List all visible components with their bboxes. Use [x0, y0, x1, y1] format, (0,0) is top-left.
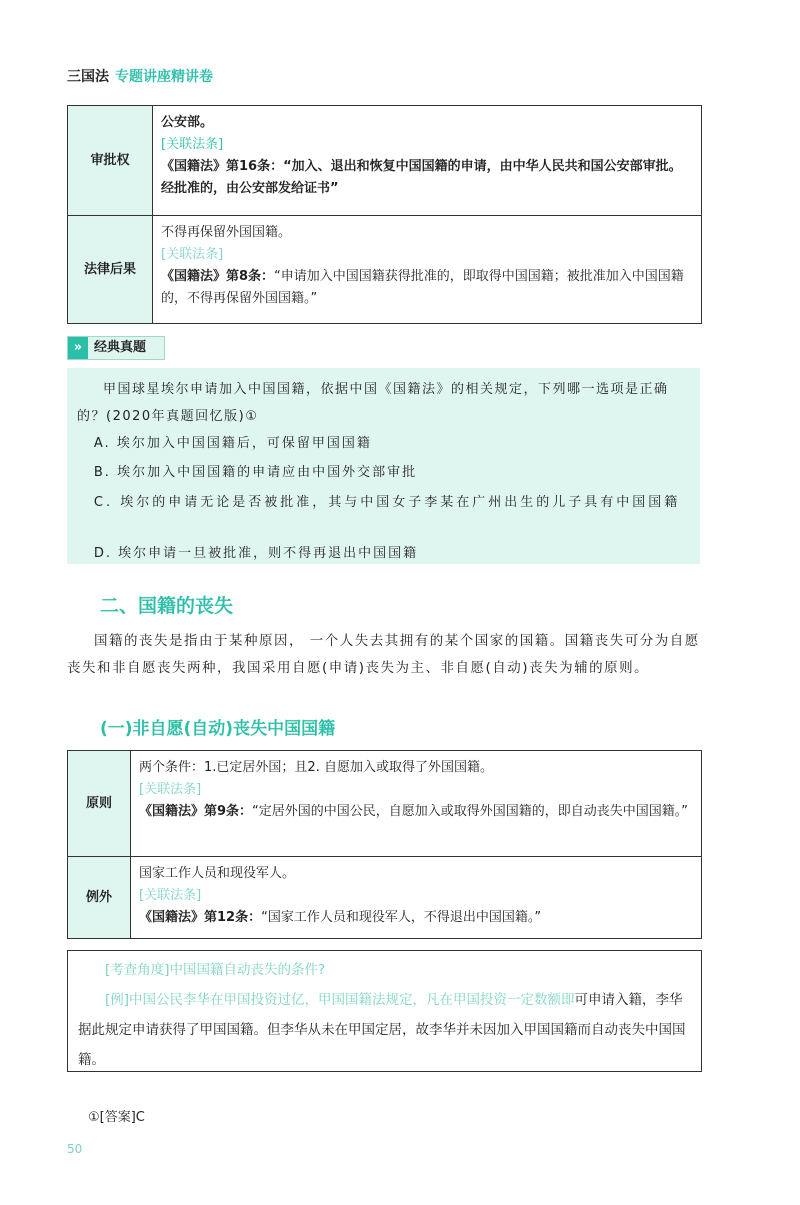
row-main-text: 公安部。: [161, 115, 214, 130]
option-d: D. 埃尔申请一旦被批准，则不得再退出中国国籍: [93, 546, 419, 561]
question-stem: 甲国球星埃尔申请加入中国国籍，依据中国《国籍法》的相关规定，下列哪一选项是正确的？(2020年真题回忆版)①: [77, 382, 669, 424]
law-name: 《国籍法》第12条：: [139, 910, 262, 925]
example-tag: [例]: [105, 992, 130, 1008]
row-main-text: 两个条件：1.已定居外国；且2. 自愿加入或取得了外国国籍。: [139, 760, 493, 775]
row-content: [131, 857, 702, 939]
law-citation: [161, 156, 693, 200]
law-citation: [139, 801, 693, 823]
example-teal-text: 中国公民李华在甲国投资过亿，甲国国籍法规定，凡在甲国投资一定数额即: [129, 992, 575, 1008]
law-text: “定居外国的中国公民，自愿加入或取得外国国籍的，即自动丧失中国国籍。”: [252, 804, 689, 819]
row-main-text: 不得再保留外国国籍。: [161, 225, 292, 240]
table-row: [68, 216, 702, 324]
approval-table: [67, 105, 702, 324]
law-citation: [139, 907, 693, 929]
exam-example: [78, 985, 691, 1075]
table-row: [68, 857, 702, 939]
footnote-answer: ①[答案]C: [88, 1110, 145, 1125]
section-title: 二、国籍的丧失: [100, 595, 234, 617]
row-label: 审批权: [68, 106, 153, 216]
row-main-text: 国家工作人员和现役军人。: [139, 866, 296, 881]
table-row: [68, 751, 702, 857]
section-paragraph: 国籍的丧失是指由于某种原因， 一个人失去其拥有的某个国家的国籍。国籍丧失可分为自愿丧失和非自愿丧失两种，我国采用自愿(申请)丧失为主、非自愿(自动)丧失为辅的原则。: [67, 633, 700, 676]
exam-angle: [考查角度]中国国籍自动丧失的条件?: [105, 962, 326, 978]
option-b: B. 埃尔加入中国国籍的申请应由中国外交部审批: [93, 465, 418, 480]
law-citation: [161, 266, 693, 310]
law-text: “国家工作人员和现役军人，不得退出中国国籍。”: [261, 910, 542, 925]
row-label: 原则: [68, 751, 131, 857]
table-row: [68, 106, 702, 216]
option-c: C. 埃尔的申请无论是否被批准，其与中国女子李某在广州出生的儿子具有中国国籍: [93, 495, 681, 510]
row-label: 法律后果: [68, 216, 153, 324]
row-label: 例外: [68, 857, 131, 939]
related-law-tag: [关联法条]: [161, 137, 224, 152]
example-text: 可申请入籍，李华据此规定申请获得了甲国国籍。但李华从未在甲国定居，故李华并未因加入甲国国籍而自动丧失中国国籍。: [78, 992, 686, 1068]
related-law-tag: [关联法条]: [139, 888, 202, 903]
law-name: 《国籍法》第8条：: [161, 269, 275, 284]
question-box: [67, 368, 700, 564]
subsection-title: (一)非自愿(自动)丧失中国国籍: [100, 719, 336, 739]
classic-question-badge: [67, 336, 165, 360]
row-content: [153, 216, 702, 324]
law-name: 《国籍法》第9条：: [139, 804, 253, 819]
related-law-tag: [关联法条]: [161, 247, 224, 262]
row-content: [153, 106, 702, 216]
running-header: [67, 66, 213, 86]
double-chevron-icon: »: [68, 337, 88, 359]
related-law-tag: [关联法条]: [139, 782, 202, 797]
option-a: A. 埃尔加入中国国籍后，可保留甲国国籍: [93, 436, 372, 451]
header-part: 三国法: [67, 69, 109, 85]
header-subtitle: 专题讲座精讲卷: [115, 69, 213, 85]
law-name: 《国籍法》第16条：: [161, 159, 284, 174]
exam-angle-box: [67, 950, 702, 1072]
law-text: “加入、退出和恢复中国国籍的申请，由中华人民共和国公安部审批。经批准的，由公安部发给证书”: [161, 159, 682, 196]
loss-table: [67, 750, 702, 939]
page-number: 50: [67, 1142, 83, 1156]
badge-label: 经典真题: [94, 340, 147, 355]
row-content: [131, 751, 702, 857]
law-text: “申请加入中国国籍获得批准的，即取得中国国籍；被批准加入中国国籍的，不得再保留外国国籍。”: [161, 269, 684, 306]
